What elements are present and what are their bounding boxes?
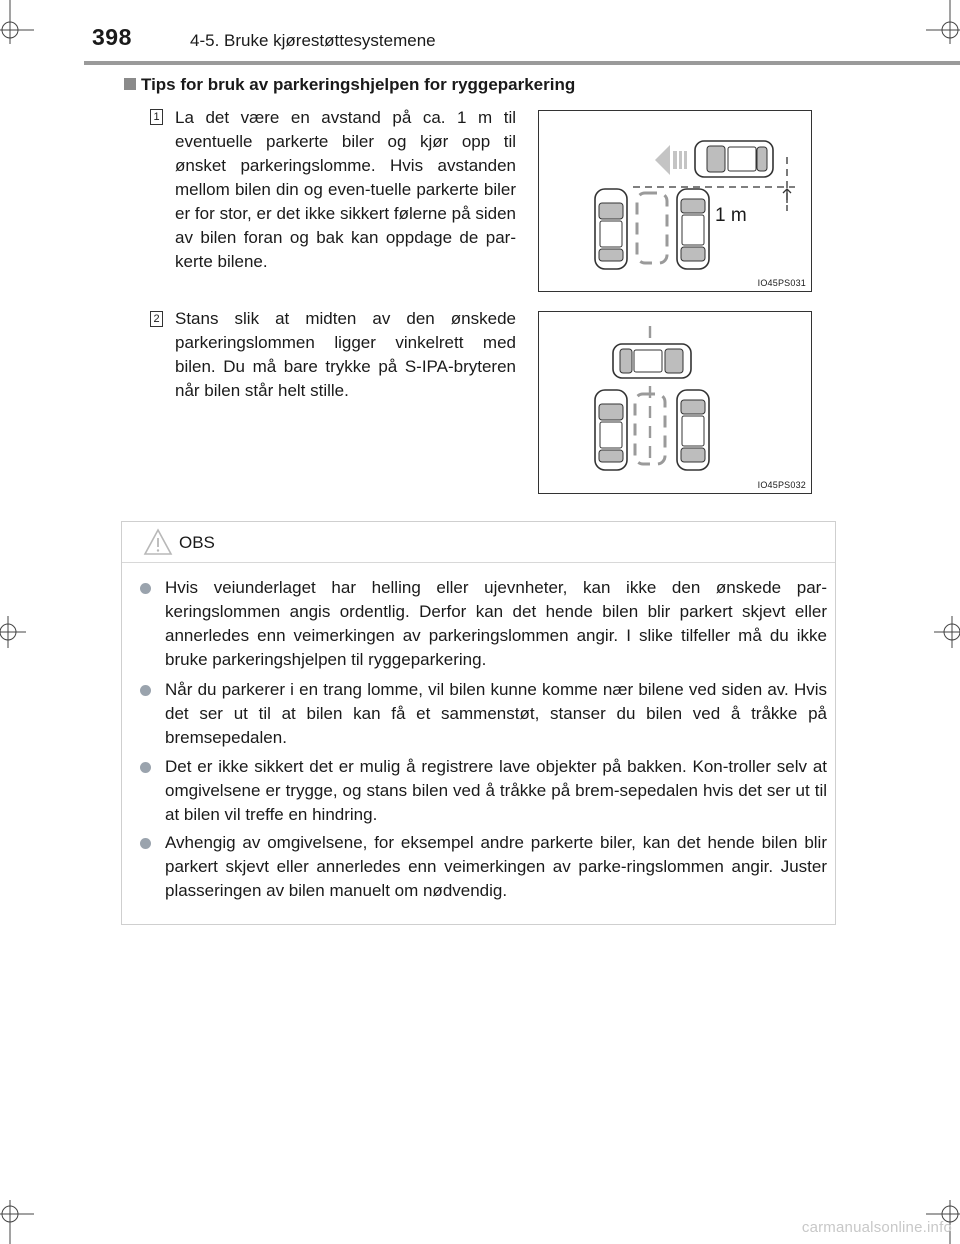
crop-mark-top-right xyxy=(920,0,960,50)
section-heading: Tips for bruk av parkeringshjelpen for ryggeparkering xyxy=(141,75,576,94)
crop-mark-bottom-left xyxy=(0,1196,40,1244)
page-number: 398 xyxy=(92,24,132,50)
distance-label: 1 m xyxy=(715,205,747,226)
figure-2 xyxy=(538,311,812,494)
obs-item-4: Avhengig av omgivelsene, for eksempel andre parkerte biler, kan det hende bilen blir parkert skjevt eller annerledes enn veimerkingen av parke-ringslommen angir. Juster plasseringen av bilen manuelt om nødvendig. xyxy=(165,833,827,900)
crop-mark-top-left xyxy=(0,0,40,50)
obs-item-3: Det er ikke sikkert det er mulig å registrere lave objekter på bakken. Kon-troller selv at omgivelsene er trygge, og stans bilen ved å tråkke på brem-sepedalen hvis det ser ut til at bilen vil treffe en hindring. xyxy=(165,757,827,824)
figure-code-1: IO45PS031 xyxy=(755,278,809,288)
obs-item-2: Når du parkerer i en trang lomme, vil bilen kunne komme nær bilene ved siden av. Hvis det ser ut til at bilen kan få et sammenstøt, stanser du bilen ved å tråkke på bremsepedalen. xyxy=(165,680,827,747)
obs-item-1: Hvis veiunderlaget har helling eller ujevnheter, kan ikke den ønskede par-keringslommen angis ordentlig. Derfor kan det hende bilen blir parkert skjevt eller annerledes enn veimerkingen av parkeringslommen angir. I slike tilfeller må du ikke bruke parkeringshjelpen til ryggeparkering. xyxy=(165,578,827,669)
section-title: 4-5. Bruke kjørestøttesystemene xyxy=(190,31,436,50)
step-text-2: Stans slik at midten av den ønskede parkeringslommen ligger vinkelrett med bilen. Du må bare trykke på S-IPA-bryteren når bilen står helt stille. xyxy=(175,309,516,400)
bullet-icon xyxy=(140,583,151,594)
obs-notice-box xyxy=(121,521,836,925)
bullet-icon xyxy=(140,685,151,696)
watermark: carmanualsonline.info xyxy=(801,1219,952,1236)
bullet-icon xyxy=(140,838,151,849)
step-text-1: La det være en avstand på ca. 1 m til eventuelle parkerte biler og kjør opp til ønsket parkeringslomme. Hvis avstanden mellom bilen din og even-tuelle parkerte biler er for stor, er det ikke sikkert følerne på siden av bilen foran og bak kan oppdage de par-kerte bilene. xyxy=(175,108,516,271)
header-rule xyxy=(84,61,960,65)
warning-triangle-icon xyxy=(143,528,173,556)
heading-square-icon xyxy=(124,78,136,90)
step-number-1: 1 xyxy=(150,109,163,125)
crop-mark-mid-right xyxy=(930,612,960,652)
parking-distance-illustration xyxy=(539,111,811,291)
obs-label: OBS xyxy=(179,533,215,552)
bullet-icon xyxy=(140,762,151,773)
step-number-2: 2 xyxy=(150,311,163,327)
parking-alignment-illustration xyxy=(539,312,811,493)
figure-code-2: IO45PS032 xyxy=(755,480,809,490)
obs-header xyxy=(122,522,835,563)
crop-mark-mid-left xyxy=(0,612,30,652)
figure-1 xyxy=(538,110,812,292)
